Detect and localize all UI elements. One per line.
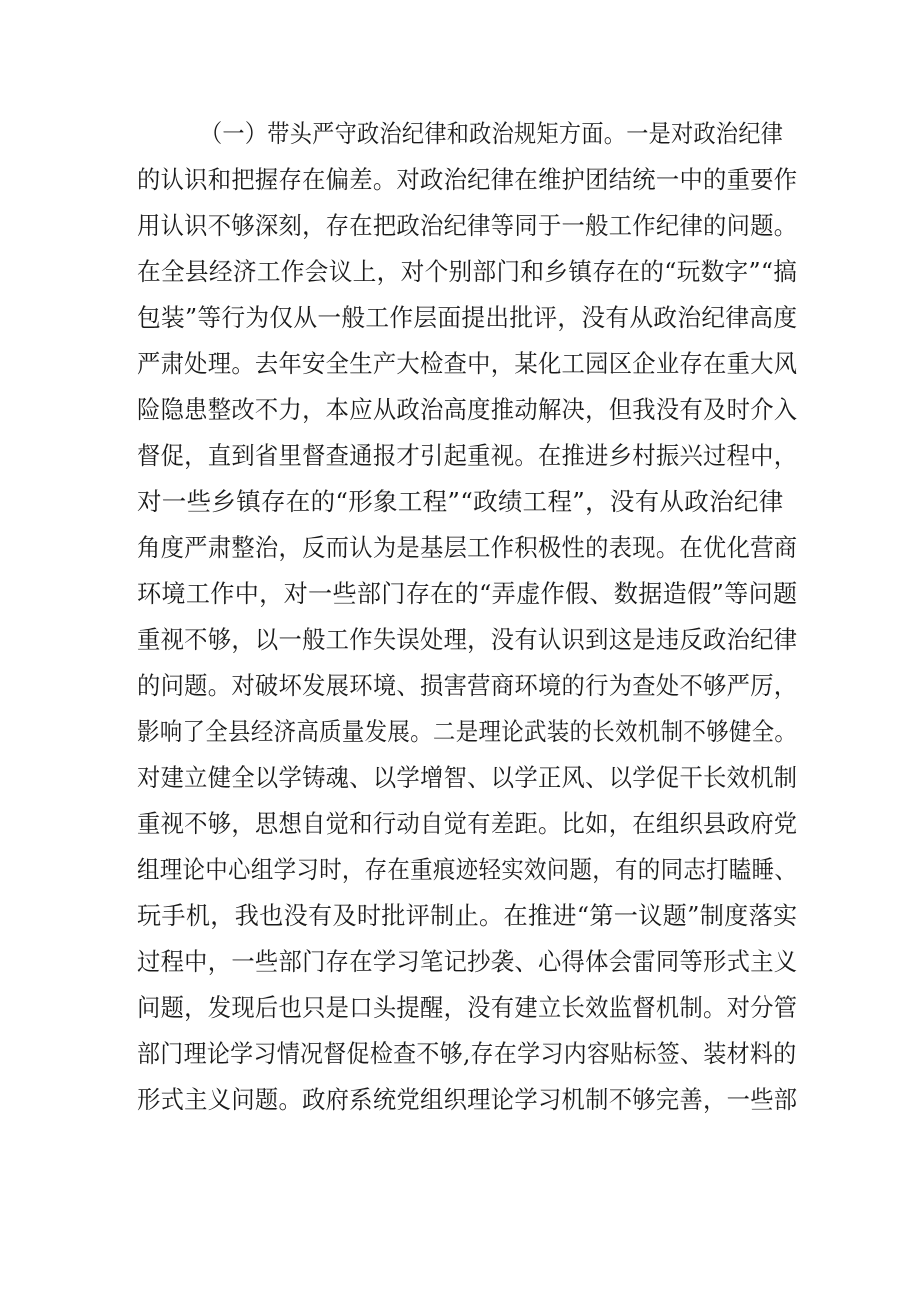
text-line: 重视不够，以一般工作失误处理，没有认识到这是违反政治纪律 — [137, 625, 798, 654]
text-line: 险隐患整改不力，本应从政治高度推动解决，但我没有及时介入 — [137, 395, 798, 424]
text-line: （一）带头严守政治纪律和政治规矩方面。一是对政治纪律 — [200, 119, 784, 148]
text-line: 问题，发现后也只是口头提醒，没有建立长效监督机制。对分管 — [137, 993, 798, 1022]
text-line: 重视不够，思想自觉和行动自觉有差距。比如，在组织县政府党 — [137, 809, 798, 838]
text-line: 形式主义问题。政府系统党组织理论学习机制不够完善，一些部 — [137, 1085, 798, 1114]
text-line: 影响了全县经济高质量发展。二是理论武装的长效机制不够健全。 — [137, 717, 798, 746]
text-line: 在全县经济工作会议上，对个别部门和乡镇存在的“玩数字”“搞 — [137, 257, 798, 286]
text-line: 对建立健全以学铸魂、以学增智、以学正风、以学促干长效机制 — [137, 763, 798, 792]
text-line: 用认识不够深刻，存在把政治纪律等同于一般工作纪律的问题。 — [137, 211, 798, 240]
text-line: 部门理论学习情况督促检查不够,存在学习内容贴标签、装材料的 — [137, 1039, 797, 1068]
text-line: 包装”等行为仅从一般工作层面提出批评，没有从政治纪律高度 — [137, 303, 798, 332]
text-line: 对一些乡镇存在的“形象工程”“政绩工程”，没有从政治纪律 — [137, 487, 784, 516]
text-line: 的认识和把握存在偏差。对政治纪律在维护团结统一中的重要作 — [137, 165, 798, 194]
text-line: 角度严肃整治，反而认为是基层工作积极性的表现。在优化营商 — [137, 533, 798, 562]
text-line: 过程中，一些部门存在学习笔记抄袭、心得体会雷同等形式主义 — [137, 947, 798, 976]
text-line: 的问题。对破坏发展环境、损害营商环境的行为查处不够严厉， — [137, 671, 798, 700]
text-line: 组理论中心组学习时，存在重痕迹轻实效问题，有的同志打瞌睡、 — [137, 855, 798, 884]
text-line: 严肃处理。去年安全生产大检查中，某化工园区企业存在重大风 — [137, 349, 798, 378]
text-line: 督促，直到省里督查通报才引起重视。在推进乡村振兴过程中， — [137, 441, 798, 470]
text-line: 环境工作中，对一些部门存在的“弄虚作假、数据造假”等问题 — [137, 579, 798, 608]
text-line: 玩手机，我也没有及时批评制止。在推进“第一议题”制度落实 — [137, 901, 798, 930]
